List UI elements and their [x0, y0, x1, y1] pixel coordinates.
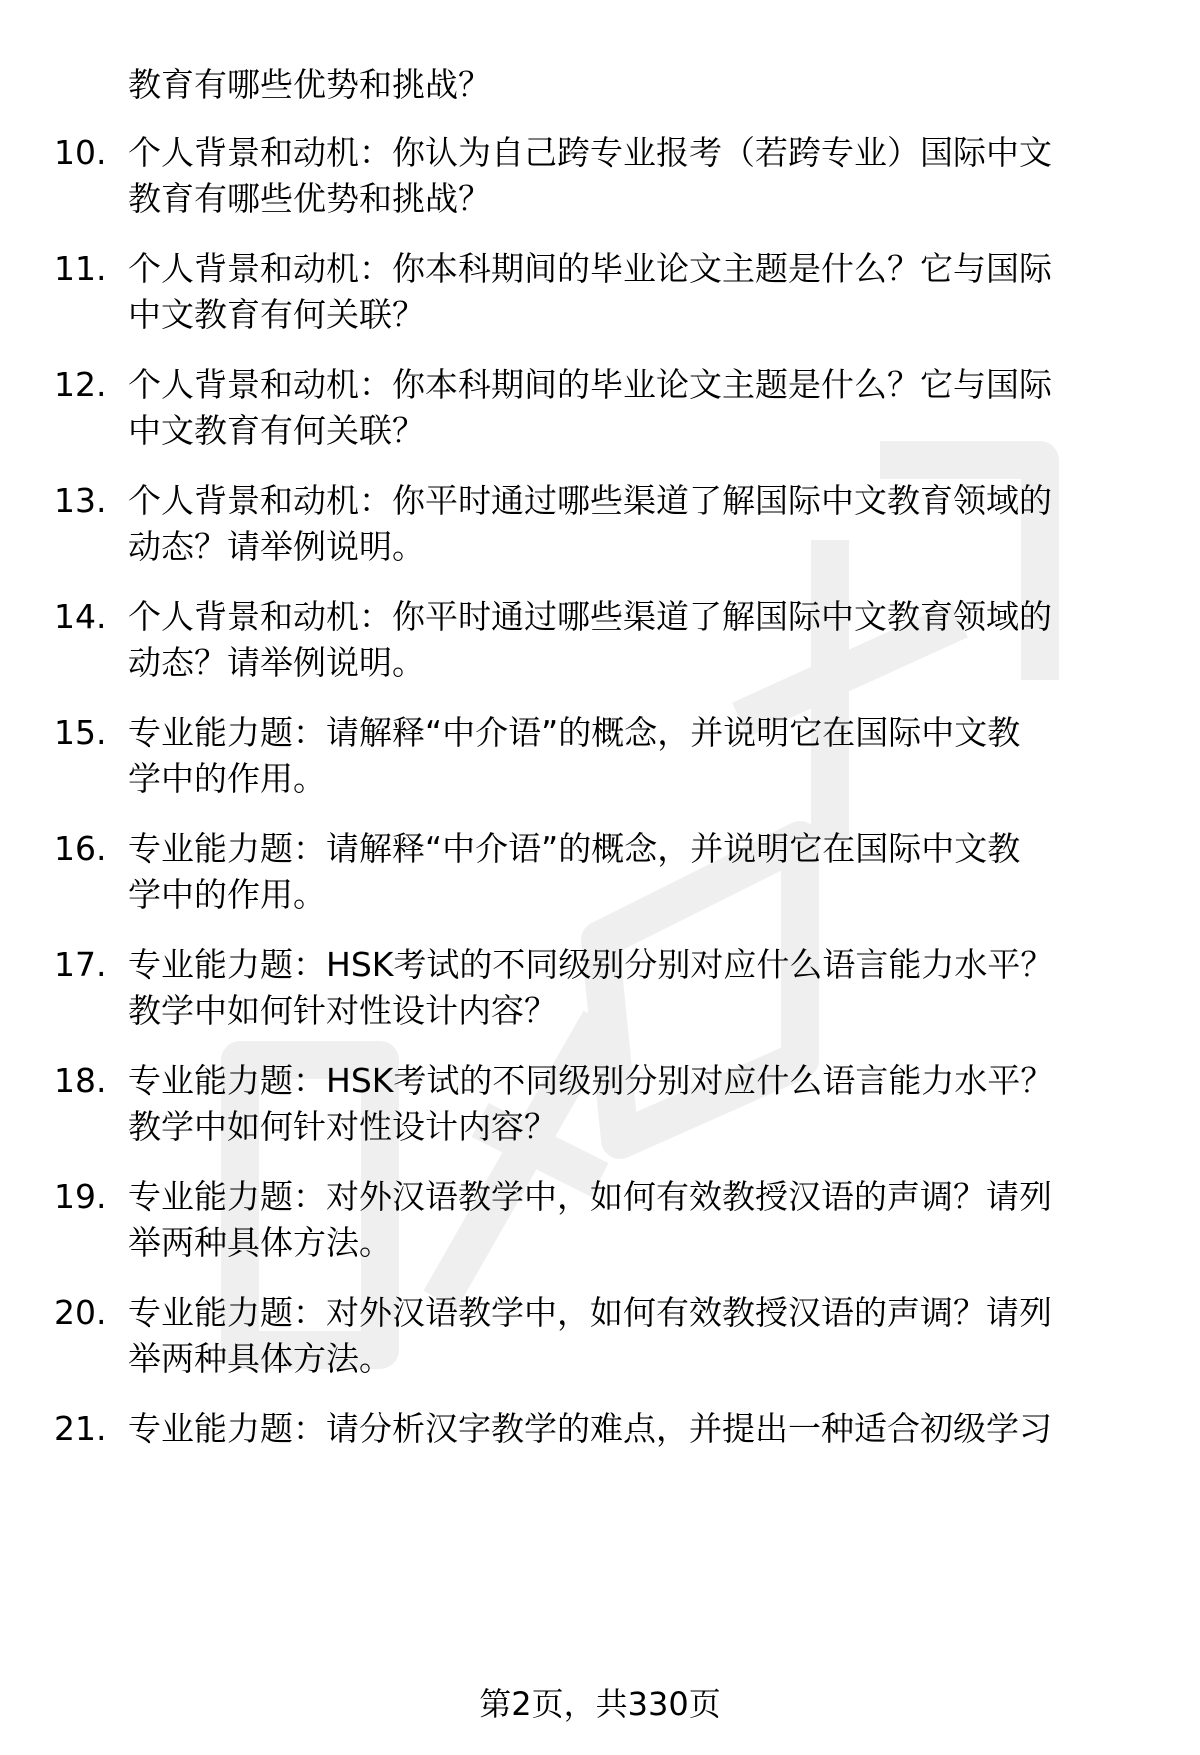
- question-text: [128, 362, 1138, 454]
- question-text-line: 专业能力题：请解释“中介语”的概念，并说明它在国际中文教: [128, 713, 1021, 752]
- watermark-graphic: [180, 420, 1080, 1420]
- question-text: [128, 1290, 1138, 1382]
- question-text-line: 动态？请举例说明。: [128, 643, 425, 682]
- question-number: 21.: [54, 1409, 107, 1448]
- question-number: 18.: [54, 1061, 107, 1100]
- question-text: [128, 1058, 1138, 1150]
- question-text: [128, 1406, 1138, 1452]
- question-text-line: 个人背景和动机：你平时通过哪些渠道了解国际中文教育领域的: [128, 597, 1052, 636]
- continued-question-text: 教育有哪些优势和挑战？: [128, 65, 491, 104]
- question-text-line: 个人背景和动机：你平时通过哪些渠道了解国际中文教育领域的: [128, 481, 1052, 520]
- question-text-line: 举两种具体方法。: [128, 1339, 392, 1378]
- question-text-line: 专业能力题：请解释“中介语”的概念，并说明它在国际中文教: [128, 829, 1021, 868]
- question-text-line: 专业能力题：HSK考试的不同级别分别对应什么语言能力水平？: [128, 1061, 1054, 1100]
- question-text: [128, 1174, 1138, 1266]
- question-text-line: 举两种具体方法。: [128, 1223, 392, 1262]
- question-text-line: 专业能力题：对外汉语教学中，如何有效教授汉语的声调？请列: [128, 1177, 1052, 1216]
- question-text: [128, 594, 1138, 686]
- question-number: 15.: [54, 713, 107, 752]
- question-number: 11.: [54, 249, 107, 288]
- question-text: [128, 826, 1138, 918]
- page-footer: 第2页，共330页: [479, 1685, 721, 1723]
- question-text: [128, 130, 1138, 222]
- question-number: 12.: [54, 365, 107, 404]
- question-number: 16.: [54, 829, 107, 868]
- question-number: 17.: [54, 945, 107, 984]
- question-number: 20.: [54, 1293, 107, 1332]
- question-number: 19.: [54, 1177, 107, 1216]
- question-text-line: 个人背景和动机：你本科期间的毕业论文主题是什么？它与国际: [128, 365, 1052, 404]
- question-text-line: 动态？请举例说明。: [128, 527, 425, 566]
- question-text-line: 教学中如何针对性设计内容？: [128, 1107, 557, 1146]
- question-text-line: 教学中如何针对性设计内容？: [128, 991, 557, 1030]
- question-text: [128, 942, 1138, 1034]
- question-text-line: 学中的作用。: [128, 875, 326, 914]
- question-text-line: 专业能力题：请分析汉字教学的难点，并提出一种适合初级学习: [128, 1409, 1052, 1448]
- question-text-line: 教育有哪些优势和挑战？: [128, 179, 491, 218]
- question-text-line: 学中的作用。: [128, 759, 326, 798]
- question-text: [128, 710, 1138, 802]
- question-text-line: 个人背景和动机：你本科期间的毕业论文主题是什么？它与国际: [128, 249, 1052, 288]
- question-text-line: 中文教育有何关联？: [128, 411, 425, 450]
- question-text: [128, 246, 1138, 338]
- question-number: 10.: [54, 133, 107, 172]
- question-text-line: 中文教育有何关联？: [128, 295, 425, 334]
- question-number: 14.: [54, 597, 107, 636]
- question-text-line: 专业能力题：HSK考试的不同级别分别对应什么语言能力水平？: [128, 945, 1054, 984]
- question-text-line: 专业能力题：对外汉语教学中，如何有效教授汉语的声调？请列: [128, 1293, 1052, 1332]
- question-text: [128, 478, 1138, 570]
- question-text-line: 个人背景和动机：你认为自己跨专业报考（若跨专业）国际中文: [128, 133, 1052, 172]
- question-number: 13.: [54, 481, 107, 520]
